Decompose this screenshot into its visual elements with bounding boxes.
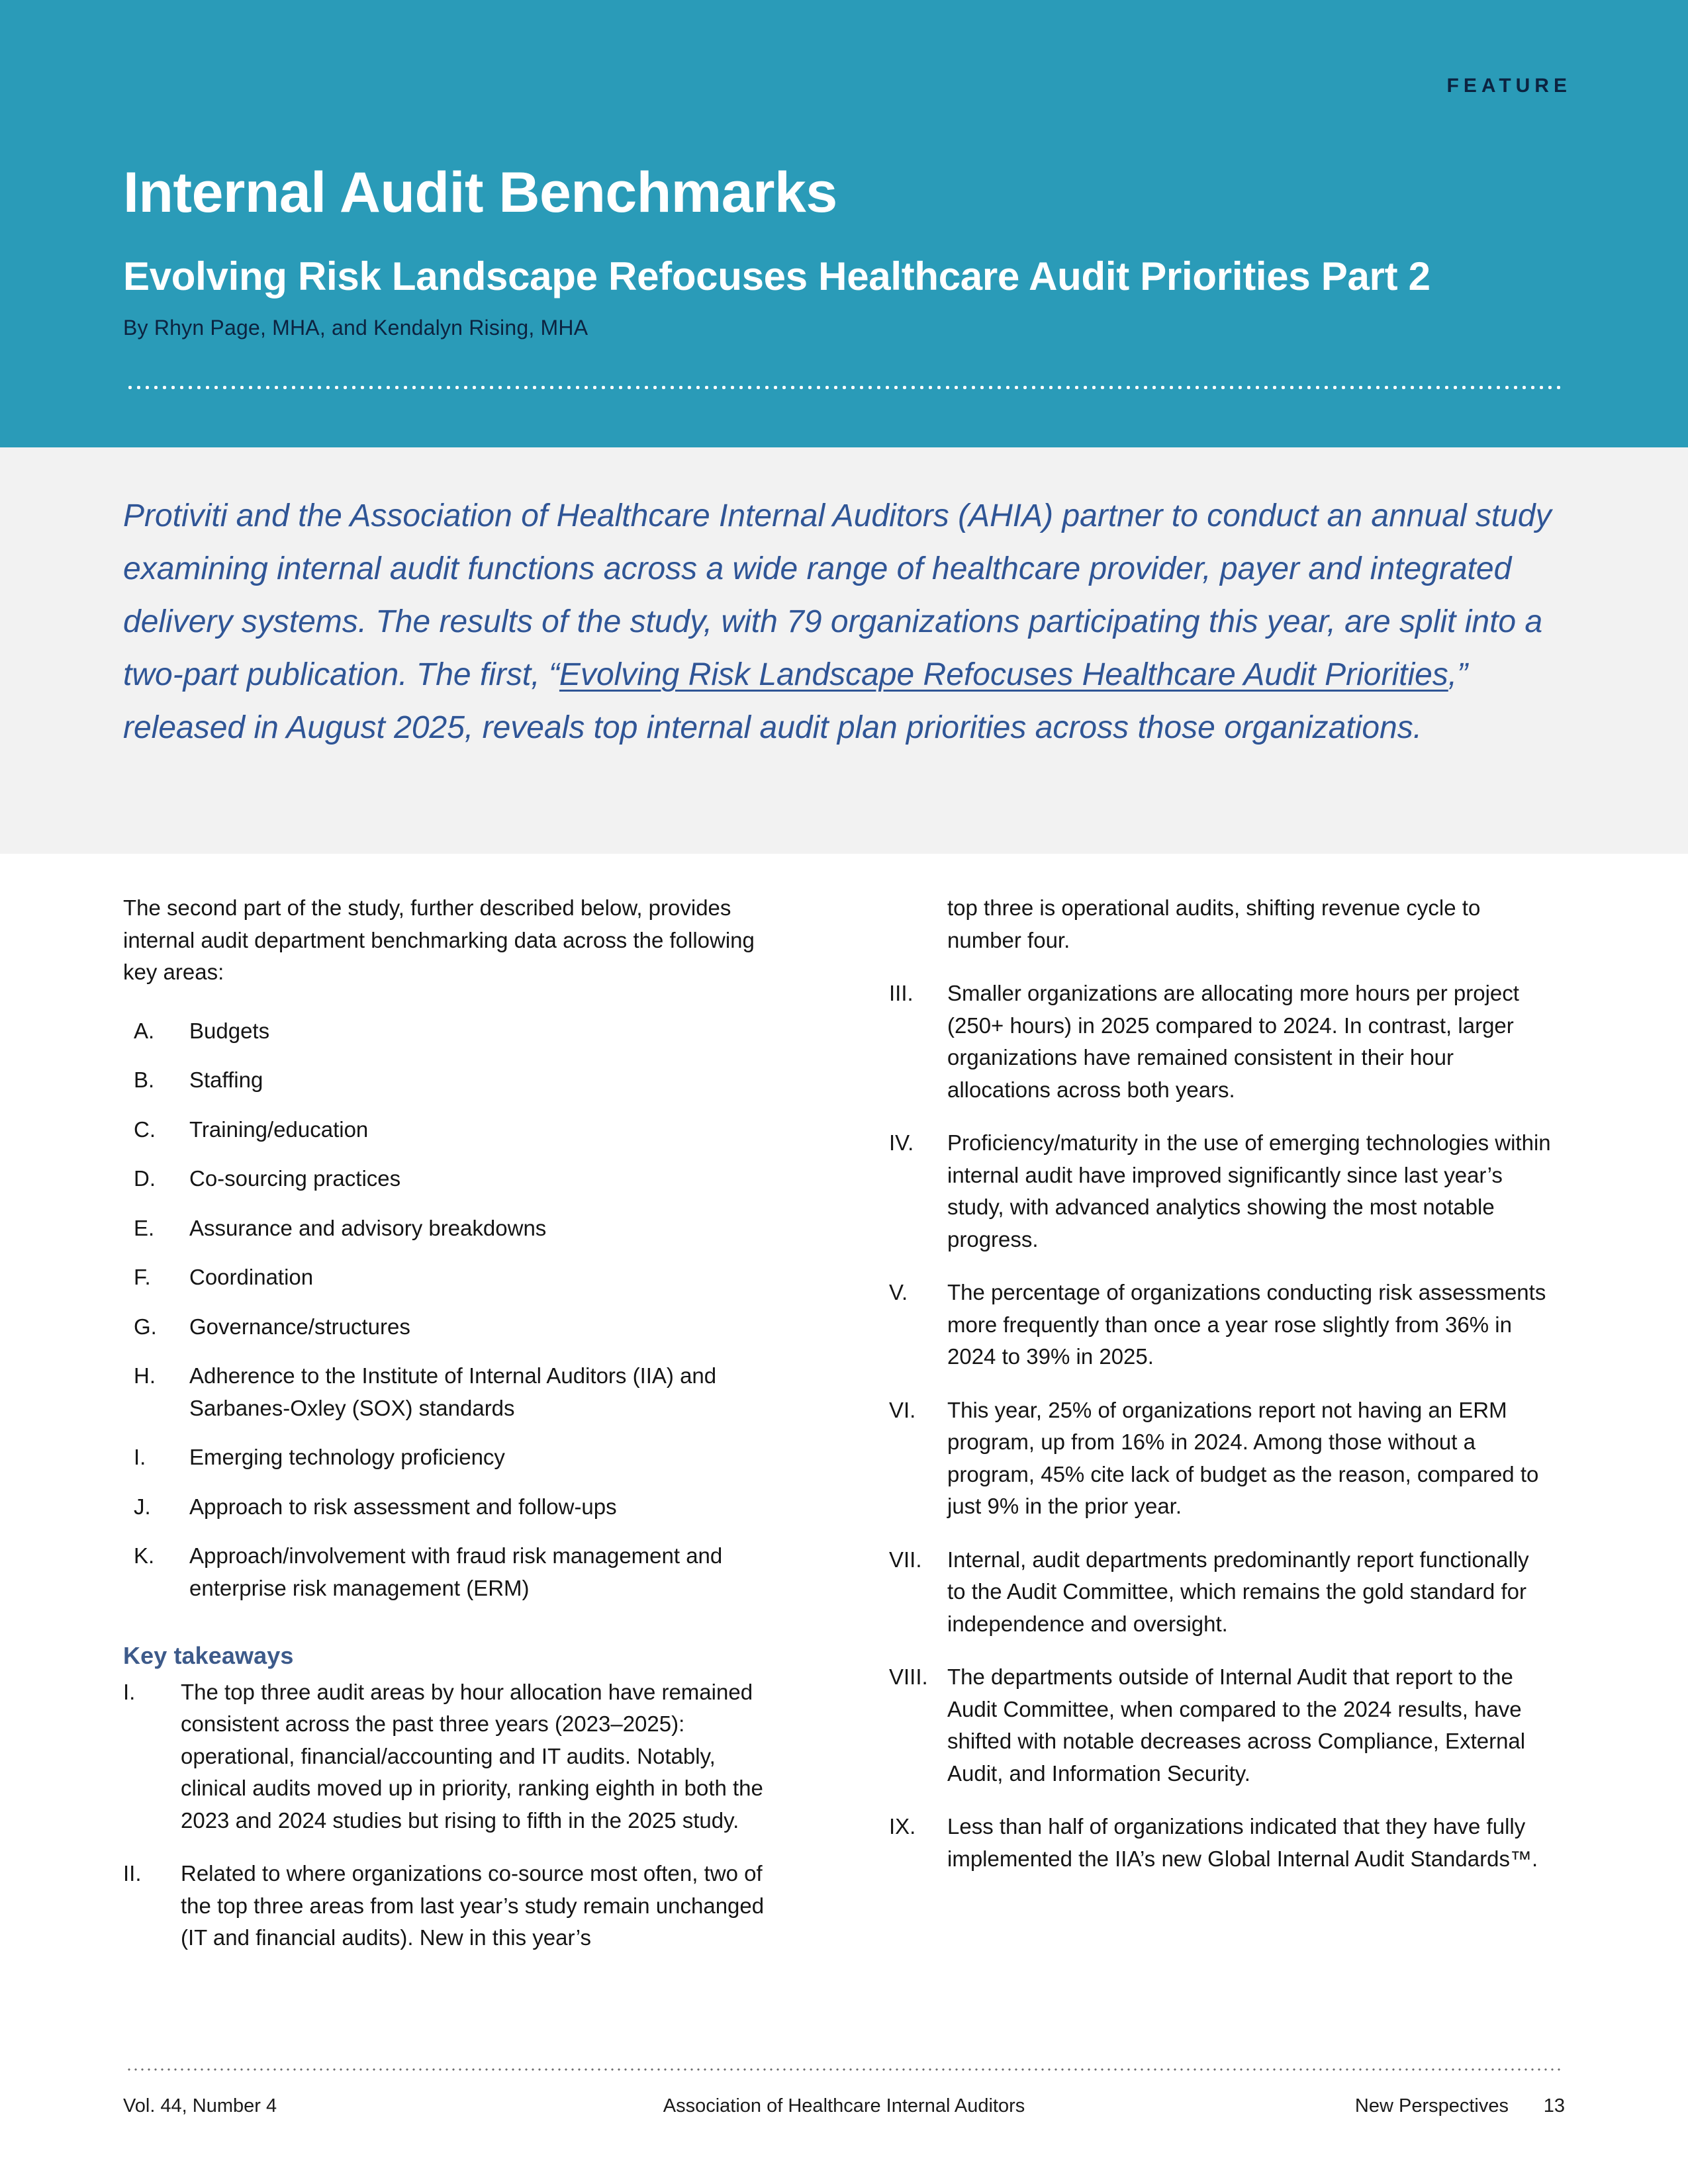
list-text: Smaller organizations are allocating more hours per project (250+ hours) in 2025 compared to 2024. In contrast, larger organizations have remained consistent in their hour allocations across both years. <box>947 981 1519 1102</box>
list-item <box>123 1163 785 1195</box>
header-band <box>0 0 1688 447</box>
list-marker: I. <box>123 1679 136 1704</box>
intro-text-part1: Protiviti and the Association of Healthcare Internal Auditors (AHIA) partner to conduct an annual study examining internal audit functions across a wide range of healthcare provider, payer and integrated delivery systems. The results of the study, with 79 organizations participating this year, are split into a two-part publication. The first, “ <box>123 498 1552 692</box>
list-item <box>123 1015 785 1048</box>
list-item <box>889 1661 1551 1790</box>
list-text: Emerging technology proficiency <box>189 1445 505 1469</box>
spacer <box>889 956 1551 978</box>
header-dotted-rule <box>126 385 1562 390</box>
list-item <box>123 1491 785 1524</box>
list-marker: III. <box>889 981 914 1005</box>
list-marker: E. <box>134 1215 155 1240</box>
intro-paragraph <box>123 490 1573 754</box>
list-marker: VI. <box>889 1397 916 1422</box>
list-text: This year, 25% of organizations report not having an ERM program, up from 16% in 2024. Among those without a program, 45% cite lack of budget as the reason, compared to just 9% in the prior year. <box>947 1397 1539 1518</box>
byline: By Rhyn Page, MHA, and Kendalyn Rising, MHA <box>123 316 588 340</box>
list-text: Staffing <box>189 1068 263 1092</box>
page-subtitle: Evolving Risk Landscape Refocuses Healthcare Audit Priorities Part 2 <box>123 253 1430 298</box>
list-text: Internal, audit departments predominantly report functionally to the Audit Committee, which remains the gold standard for independence and oversight. <box>947 1547 1529 1636</box>
list-text: Less than half of organizations indicated that they have fully implemented the IIA’s new Global Internal Audit Standards™. <box>947 1814 1538 1871</box>
list-marker: B. <box>134 1068 155 1092</box>
list-item <box>889 1277 1551 1373</box>
list-marker: II. <box>123 1861 142 1886</box>
list-item <box>889 978 1551 1106</box>
list-text: Assurance and advisory breakdowns <box>189 1215 547 1240</box>
list-item <box>123 1441 785 1474</box>
list-marker: A. <box>134 1018 155 1043</box>
key-takeaways-heading: Key takeaways <box>123 1642 294 1669</box>
spacer <box>123 1621 785 1640</box>
list-item <box>123 1676 785 1837</box>
list-item <box>123 1858 785 1954</box>
list-marker: F. <box>134 1265 151 1289</box>
list-item <box>123 1540 785 1604</box>
footer-publication: New Perspectives <box>1354 2095 1509 2116</box>
list-text: Adherence to the Institute of Internal Auditors (IIA) and Sarbanes-Oxley (SOX) standards <box>189 1363 717 1420</box>
list-item <box>123 1311 785 1343</box>
intro-text-part2: ,” released in August 2025, reveals top internal audit plan priorities across those organizations. <box>123 657 1468 745</box>
list-item <box>123 1261 785 1294</box>
body-column-right <box>889 892 1551 1896</box>
list-marker: C. <box>134 1116 156 1142</box>
lead-paragraph: The second part of the study, further described below, provides internal audit department benchmarking data across the following key areas: <box>123 895 755 984</box>
list-text: Approach to risk assessment and follow-ups <box>189 1494 617 1519</box>
list-item <box>123 1064 785 1097</box>
footer-organization: Association of Healthcare Internal Auditors <box>663 2095 1025 2116</box>
spacer <box>123 989 785 1015</box>
body-column-left <box>123 892 785 1976</box>
list-item <box>889 1394 1551 1523</box>
key-takeaways-list-right <box>889 978 1551 1875</box>
list-item <box>889 1544 1551 1641</box>
list-marker: K. <box>134 1543 155 1568</box>
list-marker: I. <box>134 1445 146 1469</box>
list-item <box>123 1360 785 1424</box>
list-text: Related to where organizations co-source most often, two of the top three areas from last year’s study remain unchanged (IT and financial audits). New in this year’s <box>181 1861 765 1950</box>
key-takeaways-list-left <box>123 1676 785 1954</box>
list-marker: VII. <box>889 1547 922 1572</box>
continuation-paragraph: top three is operational audits, shifting revenue cycle to number four. <box>947 895 1481 952</box>
list-text: Training/education <box>189 1116 369 1142</box>
list-marker: D. <box>134 1166 156 1191</box>
list-text: Proficiency/maturity in the use of emerging technologies within internal audit have improved significantly since last year’s study, with advanced analytics showing the most notable progress. <box>947 1130 1551 1251</box>
page-footer <box>123 2095 1565 2122</box>
feature-kicker: FEATURE <box>1446 75 1571 97</box>
list-item <box>123 1212 785 1245</box>
footer-volume: Vol. 44, Number 4 <box>123 2095 277 2116</box>
list-marker: V. <box>889 1280 908 1304</box>
list-text: Budgets <box>189 1018 270 1043</box>
list-item <box>889 1127 1551 1255</box>
list-marker: G. <box>134 1314 157 1339</box>
list-text: Coordination <box>189 1265 314 1289</box>
list-marker: IX. <box>889 1814 916 1839</box>
list-marker: H. <box>134 1363 156 1388</box>
list-text: The departments outside of Internal Audit that report to the Audit Committee, when compared to the 2024 results, have shifted with notable decreases across Compliance, External Audit, and Information Security. <box>947 1664 1526 1786</box>
list-text: The top three audit areas by hour allocation have remained consistent across the past three years (2023–2025): operational, financial/accounting and IT audits. Notably, clinical audits moved up in priority, ranking eighth in both the 2023 and 2024 studies but rising to fifth in the 2025 study. <box>181 1679 763 1833</box>
list-item <box>123 1114 785 1146</box>
footer-page-number: 13 <box>1543 2095 1565 2116</box>
list-text: The percentage of organizations conducting risk assessments more frequently than once a year rose slightly from 36% in 2024 to 39% in 2025. <box>947 1280 1546 1369</box>
list-marker: VIII. <box>889 1664 928 1689</box>
list-text: Co-sourcing practices <box>189 1166 401 1191</box>
list-marker: J. <box>134 1494 151 1519</box>
list-item <box>889 1811 1551 1875</box>
list-text: Governance/structures <box>189 1314 410 1339</box>
page-title: Internal Audit Benchmarks <box>123 160 837 224</box>
footer-dotted-rule <box>126 2068 1564 2071</box>
key-areas-list <box>123 1015 785 1605</box>
list-text: Approach/involvement with fraud risk management and enterprise risk management (ERM) <box>189 1543 723 1600</box>
intro-article-link[interactable]: Evolving Risk Landscape Refocuses Healthcare Audit Priorities <box>559 657 1448 692</box>
list-marker: IV. <box>889 1130 914 1155</box>
